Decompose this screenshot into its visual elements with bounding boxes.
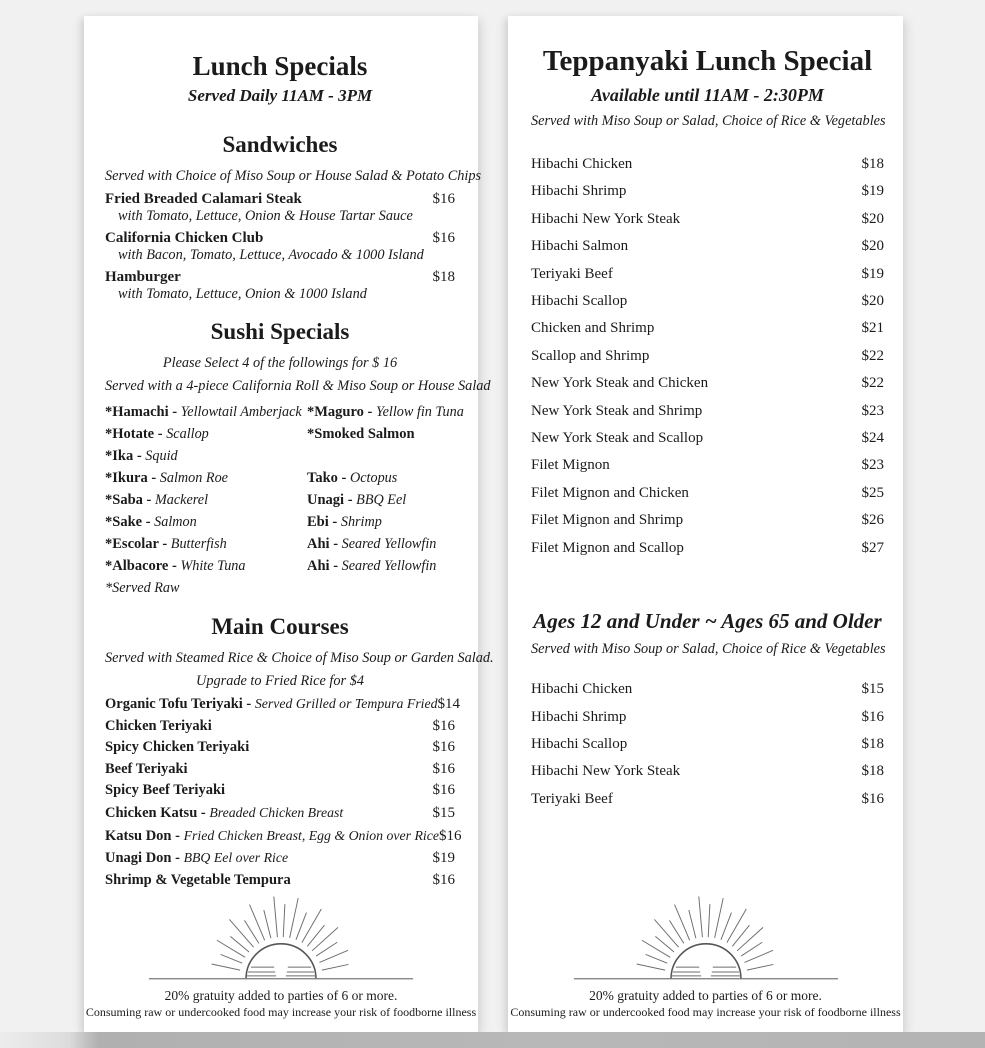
item-price: $22 xyxy=(861,375,884,392)
item-description: Scallop xyxy=(166,426,209,442)
menu-item-row xyxy=(531,288,884,315)
sushi-item xyxy=(105,423,307,445)
item-name: Filet Mignon xyxy=(531,457,610,474)
menu-item-row xyxy=(531,398,884,425)
item-price: $16 xyxy=(861,708,884,725)
menu-item-row xyxy=(531,535,884,562)
item-name: *Ikura - xyxy=(105,470,160,486)
lunch-specials-menu-panel xyxy=(84,16,494,1032)
sushi-item xyxy=(307,445,464,467)
teppanyaki-content xyxy=(508,44,903,813)
served-hours-subtitle: Served Daily 11AM - 3PM xyxy=(187,86,373,105)
menu-item-row xyxy=(531,233,884,260)
item-price: $21 xyxy=(861,320,884,337)
item-description: Salmon Roe xyxy=(159,470,228,486)
item-name: Chicken and Shrimp xyxy=(531,320,655,337)
menu-item-row xyxy=(105,693,461,716)
item-name: *Albacore - xyxy=(105,558,181,574)
availability-subtitle: Available until 11AM - 2:30PM xyxy=(591,85,824,105)
item-name: *Saba - xyxy=(105,492,155,508)
item-description: Seared Yellowfin xyxy=(341,536,437,552)
item-name: Hibachi New York Steak xyxy=(531,763,681,780)
item-name: California Chicken Club xyxy=(105,230,264,246)
item-description: BBQ Eel over Rice xyxy=(183,850,289,866)
item-name: Hibachi Salmon xyxy=(531,238,629,255)
item-name: New York Steak and Shrimp xyxy=(531,402,703,419)
food-safety-note: Consuming raw or undercooked food may increase your risk of foodborne illness xyxy=(85,1005,477,1019)
menu-item-row xyxy=(531,261,884,288)
menu-item-row xyxy=(531,178,884,205)
menu-item-row xyxy=(105,229,455,263)
menu-item-row xyxy=(531,786,884,813)
item-name: *Sake - xyxy=(105,514,155,530)
main-courses-item-list xyxy=(105,693,462,891)
menu-item-row xyxy=(531,206,884,233)
item-name: *Ika - xyxy=(105,448,146,464)
item-name: Scallop and Shrimp xyxy=(531,347,650,364)
item-price: $16 xyxy=(432,871,455,888)
item-price: $25 xyxy=(861,484,884,501)
section-note: Please Select 4 of the followings for $ 16 xyxy=(162,355,398,371)
item-price: $16 xyxy=(432,717,455,734)
item-price: $18 xyxy=(861,735,884,752)
section-heading-ages: Ages 12 and Under ~ Ages 65 and Older xyxy=(533,609,882,634)
sushi-item-grid xyxy=(105,401,464,599)
menu-item-row xyxy=(531,704,884,731)
item-description: BBQ Eel xyxy=(356,492,407,508)
item-price: $18 xyxy=(861,156,884,172)
section-heading-sushi-specials: Sushi Specials xyxy=(210,319,350,344)
rising-sun-icon xyxy=(145,891,417,985)
item-price: $14 xyxy=(437,696,461,712)
menu-item-row xyxy=(531,480,884,507)
item-name: *Smoked Salmon xyxy=(307,426,415,442)
section-note: Served with Choice of Miso Soup or House Salad & Potato Chips xyxy=(105,168,482,184)
menu-item-row xyxy=(531,507,884,534)
menu-item-row xyxy=(531,758,884,785)
menu-item-row xyxy=(531,343,884,370)
item-name: Beef Teriyaki xyxy=(105,760,188,777)
sushi-item xyxy=(307,511,464,533)
item-name: Hibachi Shrimp xyxy=(531,183,627,200)
item-name: Unagi - xyxy=(307,492,357,508)
item-name: Hibachi Chicken xyxy=(531,156,633,172)
page-title: Lunch Specials xyxy=(192,51,368,81)
sushi-item xyxy=(307,489,464,511)
menu-footer xyxy=(508,891,903,1020)
item-price: $16 xyxy=(432,739,455,756)
item-description: Seared Yellowfin xyxy=(341,558,437,574)
teppanyaki-item-list xyxy=(531,151,884,562)
item-price: $16 xyxy=(432,782,455,799)
menu-item-row xyxy=(105,870,455,892)
item-name: Unagi Don - xyxy=(105,850,184,867)
ages-item-list xyxy=(531,676,884,813)
item-name: Filet Mignon and Chicken xyxy=(531,484,689,501)
sushi-item xyxy=(307,533,464,555)
item-price: $20 xyxy=(861,238,884,255)
lunch-specials-content xyxy=(84,50,494,891)
item-price: $18 xyxy=(861,763,884,780)
item-description: Squid xyxy=(145,448,178,464)
page-title: Teppanyaki Lunch Special xyxy=(542,45,873,77)
menu-item-row xyxy=(105,847,455,870)
item-description: with Tomato, Lettuce, Onion & 1000 Island xyxy=(118,286,367,302)
menu-item-row xyxy=(105,780,455,802)
sandwiches-item-list xyxy=(105,190,455,302)
item-name: Hibachi Chicken xyxy=(531,681,633,698)
menu-item-row xyxy=(105,716,455,738)
item-name: Filet Mignon and Shrimp xyxy=(531,512,684,529)
item-description: Butterfish xyxy=(170,536,227,552)
item-name: Fried Breaded Calamari Steak xyxy=(105,191,302,207)
menu-item-row xyxy=(531,425,884,452)
menu-item-row xyxy=(531,315,884,342)
item-price: $19 xyxy=(861,265,884,282)
sushi-item xyxy=(307,423,464,445)
item-name: *Hamachi - xyxy=(105,404,181,420)
gratuity-note: 20% gratuity added to parties of 6 or more. xyxy=(589,988,822,1003)
item-price: $20 xyxy=(861,293,884,310)
sushi-item xyxy=(105,511,307,533)
menu-item-row xyxy=(105,825,462,848)
sushi-item xyxy=(307,401,464,423)
item-name: Tako - xyxy=(307,470,350,486)
menu-item-row xyxy=(105,737,455,759)
item-name: Hibachi New York Steak xyxy=(531,210,681,227)
item-description: Yellow fin Tuna xyxy=(376,404,464,420)
item-name: *Hotate - xyxy=(105,426,167,442)
item-price: $16 xyxy=(432,191,455,207)
item-price: $22 xyxy=(861,347,884,364)
item-description: with Bacon, Tomato, Lettuce, Avocado & 1000 Island xyxy=(118,247,424,263)
item-price: $23 xyxy=(861,457,884,474)
menu-item-row xyxy=(105,802,455,825)
teppanyaki-menu-panel xyxy=(508,16,903,1032)
item-name: Filet Mignon and Scallop xyxy=(531,539,684,556)
section-note: Served with Steamed Rice & Choice of Miso Soup or Garden Salad. xyxy=(105,650,494,666)
menu-item-row xyxy=(531,731,884,758)
item-price: $20 xyxy=(861,210,884,227)
section-note: Served with Miso Soup or Salad, Choice of Rice & Vegetables xyxy=(531,113,886,129)
item-name: Chicken Teriyaki xyxy=(105,717,212,734)
item-name: Ebi - xyxy=(307,514,341,530)
sushi-item xyxy=(307,555,464,577)
sushi-item xyxy=(307,577,464,599)
sushi-item xyxy=(105,445,307,467)
item-price: $16 xyxy=(439,827,462,844)
item-name: Spicy Beef Teriyaki xyxy=(105,782,226,799)
item-name: Chicken Katsu - xyxy=(105,804,210,821)
section-note: Served with a 4-piece California Roll & Miso Soup or House Salad xyxy=(105,378,491,394)
section-note: Served with Miso Soup or Salad, Choice of Rice & Vegetables xyxy=(531,641,886,658)
item-description: Mackerel xyxy=(154,492,209,508)
section-note: Upgrade to Fried Rice for $4 xyxy=(196,673,364,689)
section-heading-sandwiches: Sandwiches xyxy=(222,132,338,157)
item-name: New York Steak and Scallop xyxy=(531,430,704,447)
menu-item-row xyxy=(105,268,455,302)
item-description: Yellowtail Amberjack xyxy=(180,404,302,420)
sushi-item xyxy=(105,467,307,489)
item-name: Hamburger xyxy=(105,269,181,285)
item-price: $18 xyxy=(432,269,455,285)
table-edge-band xyxy=(0,1032,985,1048)
item-name: *Maguro - xyxy=(307,404,377,420)
item-price: $16 xyxy=(432,760,455,777)
item-price: $19 xyxy=(861,183,884,200)
item-name: Hibachi Scallop xyxy=(531,293,628,310)
item-name: *Escolar - xyxy=(105,536,171,552)
item-name: Ahi - xyxy=(307,536,342,552)
menu-item-row xyxy=(105,190,455,224)
item-description: Breaded Chicken Breast xyxy=(209,804,344,820)
item-price: $19 xyxy=(432,850,455,867)
item-name: Ahi - xyxy=(307,558,342,574)
item-price: $26 xyxy=(861,512,884,529)
sushi-item xyxy=(307,467,464,489)
item-name: Shrimp & Vegetable Tempura xyxy=(105,871,291,888)
item-description: Shrimp xyxy=(340,514,382,530)
menu-item-row xyxy=(531,370,884,397)
item-name: Teriyaki Beef xyxy=(531,790,613,807)
item-description: Octopus xyxy=(349,470,398,486)
gratuity-note: 20% gratuity added to parties of 6 or more. xyxy=(164,988,398,1003)
item-name: Katsu Don - xyxy=(105,827,184,844)
item-description: *Served Raw xyxy=(105,580,180,596)
item-price: $15 xyxy=(861,681,884,698)
item-name: Teriyaki Beef xyxy=(531,265,613,282)
item-name: Organic Tofu Teriyaki - xyxy=(105,696,255,712)
item-price: $27 xyxy=(861,539,884,556)
item-price: $15 xyxy=(432,804,455,821)
item-description: Fried Chicken Breast, Egg & Onion over Rice xyxy=(183,827,439,843)
item-description: Salmon xyxy=(154,514,197,530)
sushi-item xyxy=(105,577,307,599)
item-name: Spicy Chicken Teriyaki xyxy=(105,739,250,756)
item-price: $16 xyxy=(861,790,884,807)
item-name: Hibachi Shrimp xyxy=(531,708,627,725)
rising-sun-icon xyxy=(570,891,842,985)
item-name: New York Steak and Chicken xyxy=(531,375,709,392)
item-price: $16 xyxy=(432,230,455,246)
sushi-item xyxy=(105,533,307,555)
sushi-item xyxy=(105,401,307,423)
item-price: $24 xyxy=(861,430,884,447)
sushi-item xyxy=(105,489,307,511)
menu-item-row xyxy=(531,151,884,178)
item-price: $23 xyxy=(861,402,884,419)
item-description: with Tomato, Lettuce, Onion & House Tartar Sauce xyxy=(118,208,413,224)
section-heading-main-courses: Main Courses xyxy=(211,614,349,639)
item-name: Hibachi Scallop xyxy=(531,735,628,752)
item-description: White Tuna xyxy=(180,558,246,574)
item-description: Served Grilled or Tempura Fried xyxy=(254,696,438,711)
menu-item-row xyxy=(531,676,884,703)
sushi-item xyxy=(105,555,307,577)
menu-item-row xyxy=(105,759,455,781)
menu-item-row xyxy=(531,452,884,479)
food-safety-note: Consuming raw or undercooked food may increase your risk of foodborne illness xyxy=(510,1005,901,1019)
menu-footer xyxy=(84,891,478,1020)
